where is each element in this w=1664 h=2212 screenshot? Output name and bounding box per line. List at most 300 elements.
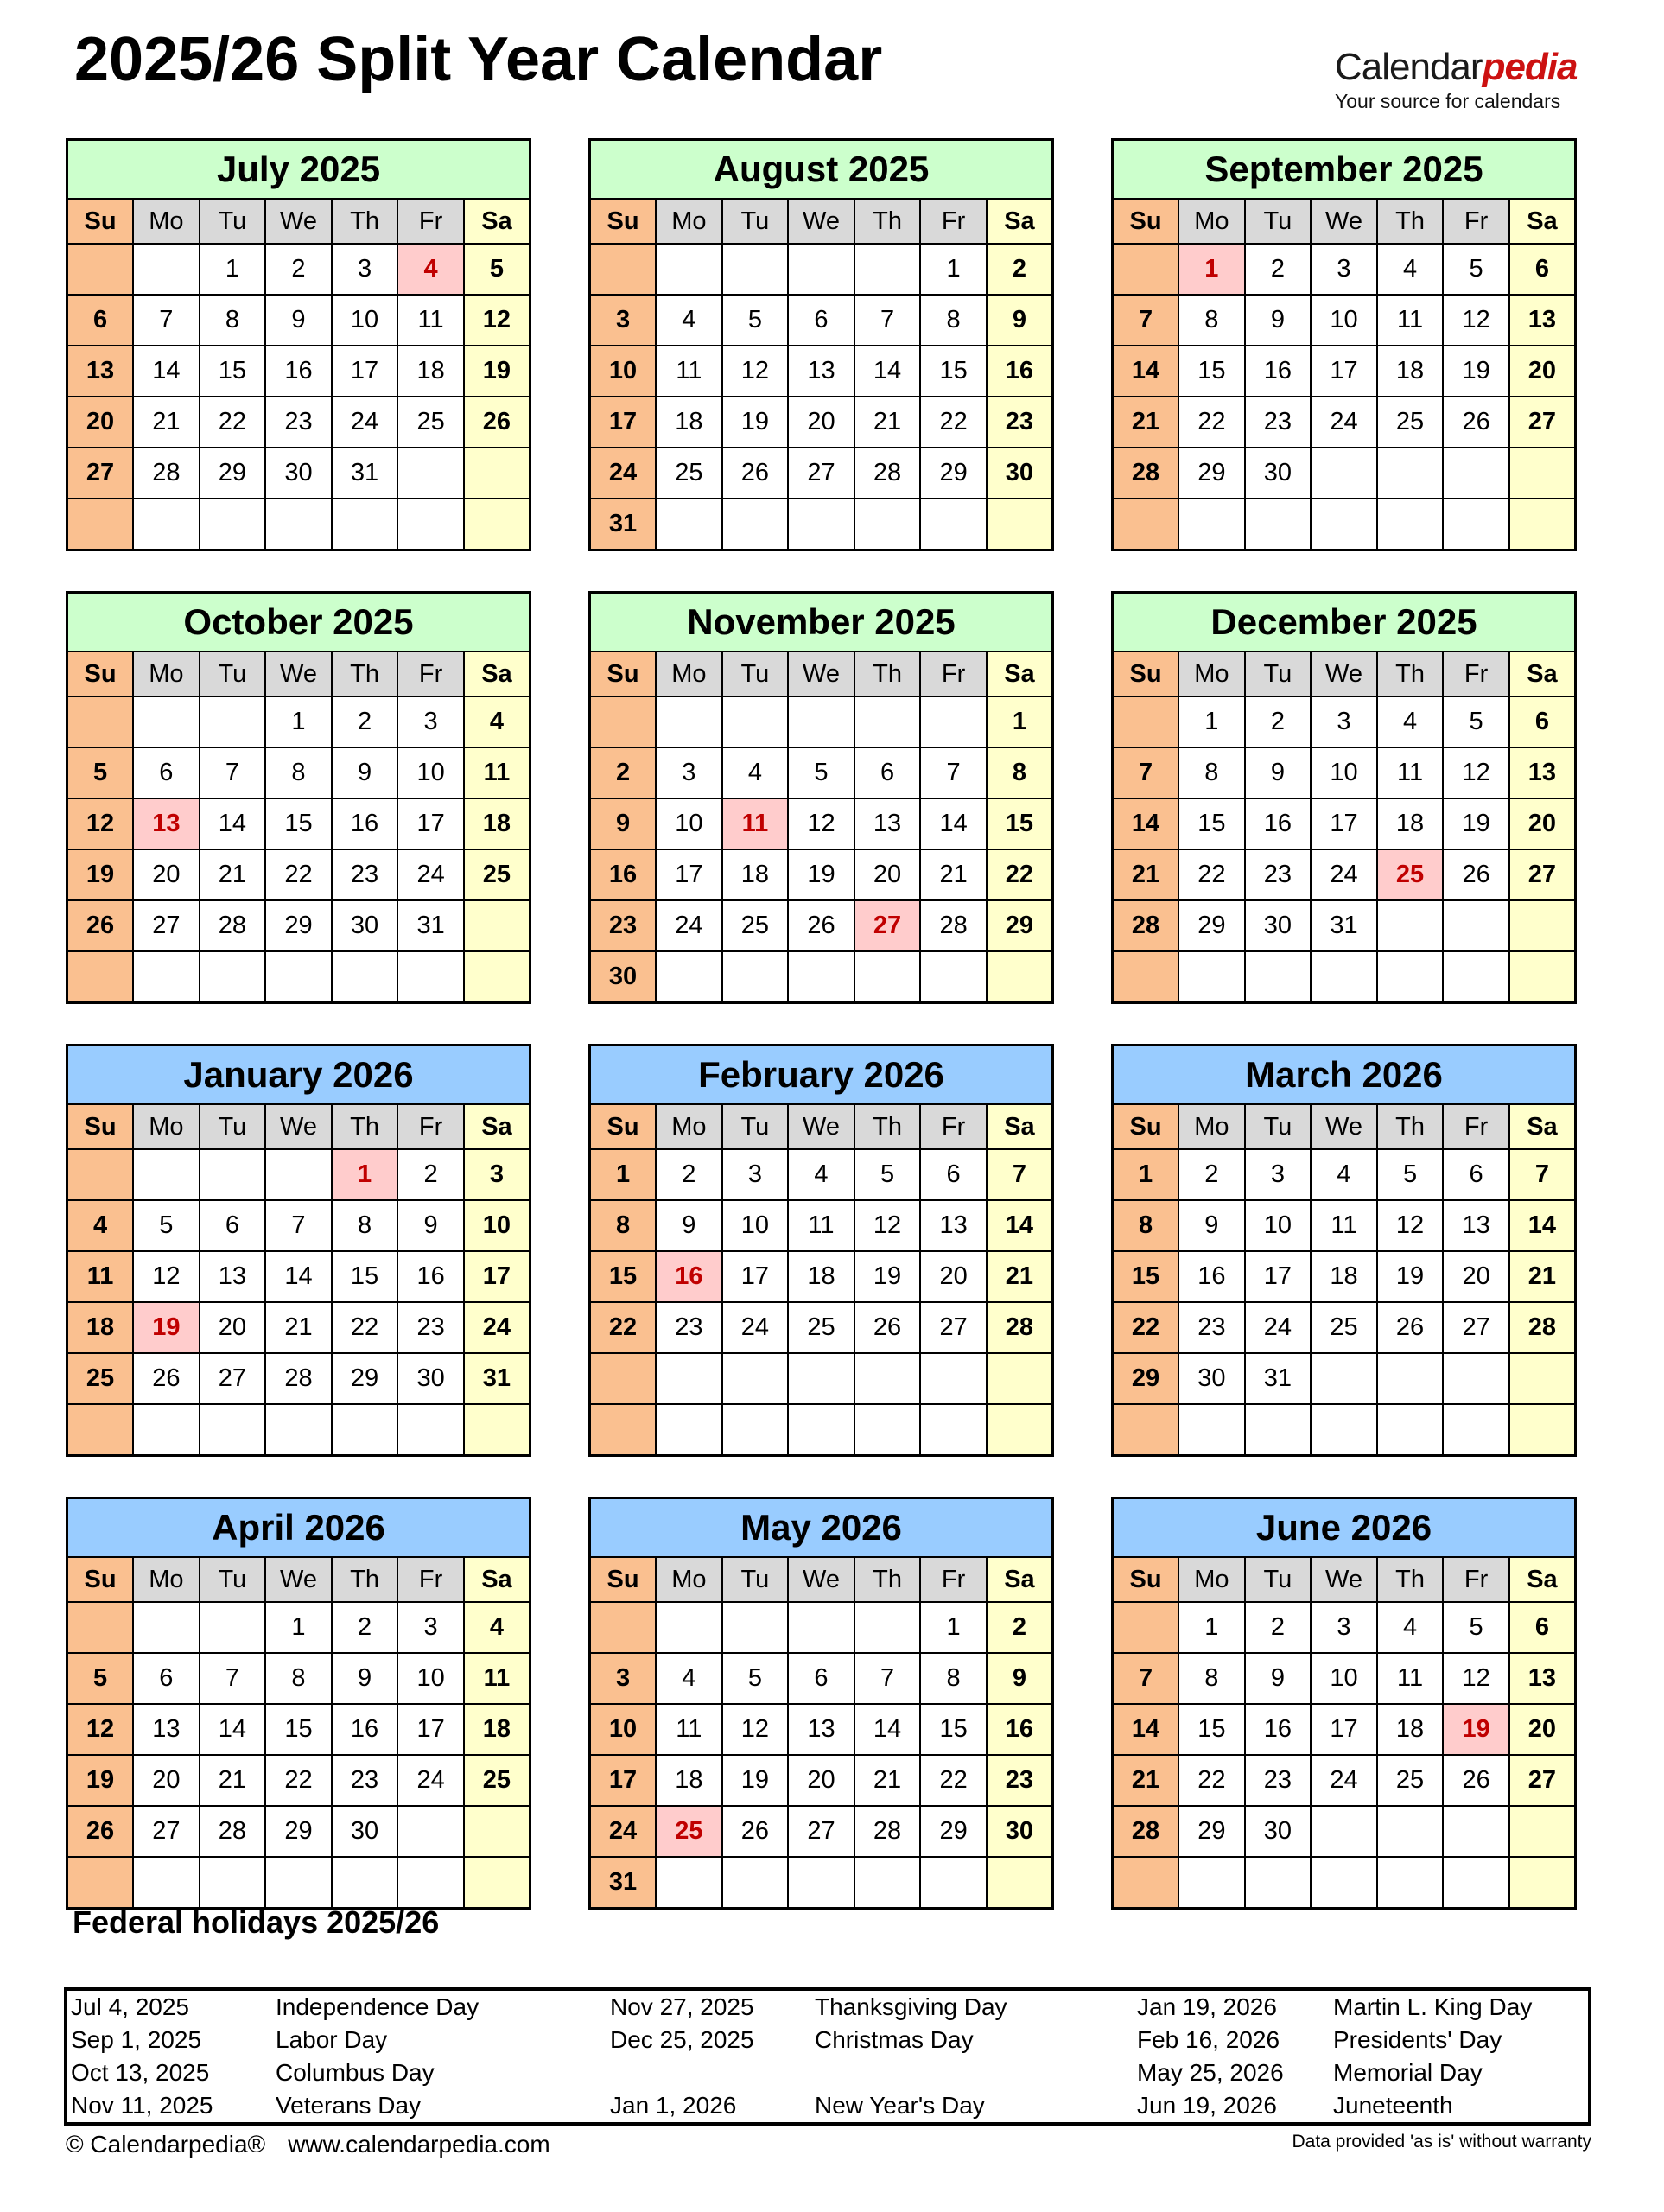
day-cell: 24 (1311, 1755, 1377, 1806)
day-cell: 17 (397, 798, 464, 849)
dow-header-su: Su (67, 1557, 134, 1602)
day-cell: 11 (656, 1704, 722, 1755)
day-cell-empty (133, 696, 200, 747)
dow-header-tu: Tu (200, 1557, 266, 1602)
day-cell: 7 (1509, 1149, 1576, 1200)
week-row (1113, 346, 1576, 397)
day-cell: 16 (1245, 346, 1312, 397)
day-cell: 2 (987, 244, 1053, 295)
day-cell: 22 (265, 1755, 332, 1806)
day-cell: 2 (397, 1149, 464, 1200)
day-cell: 31 (1311, 900, 1377, 951)
day-cell: 11 (656, 346, 722, 397)
day-cell-empty (722, 499, 789, 550)
day-cell: 7 (1113, 1653, 1179, 1704)
week-row (67, 1149, 530, 1200)
day-cell: 2 (332, 696, 398, 747)
day-cell-empty (656, 244, 722, 295)
day-cell: 27 (1509, 1755, 1576, 1806)
day-cell: 28 (1113, 1806, 1179, 1857)
dow-header-mo: Mo (133, 199, 200, 244)
week-row (590, 1653, 1053, 1704)
day-cell-empty (722, 244, 789, 295)
day-cell: 21 (1113, 849, 1179, 900)
day-cell: 29 (1178, 1806, 1245, 1857)
day-cell: 30 (590, 951, 657, 1003)
day-cell: 21 (1113, 1755, 1179, 1806)
day-cell: 13 (133, 798, 200, 849)
day-cell-empty (1377, 951, 1444, 1003)
day-cell: 12 (788, 798, 854, 849)
day-cell: 15 (920, 346, 987, 397)
dow-header-sa: Sa (464, 199, 530, 244)
day-cell: 2 (1245, 244, 1312, 295)
day-cell-empty (332, 1404, 398, 1456)
day-cell: 14 (854, 346, 921, 397)
day-cell: 14 (920, 798, 987, 849)
day-cell: 16 (590, 849, 657, 900)
day-cell: 5 (67, 1653, 134, 1704)
logo-text-pedia: pedia (1482, 46, 1578, 88)
week-row (1113, 849, 1576, 900)
dow-header-tu: Tu (722, 199, 789, 244)
day-cell-empty (1245, 1404, 1312, 1456)
day-cell: 9 (1245, 747, 1312, 798)
day-cell: 6 (920, 1149, 987, 1200)
dow-header-mo: Mo (133, 1557, 200, 1602)
day-cell: 8 (1178, 747, 1245, 798)
week-row (590, 696, 1053, 747)
day-cell: 23 (332, 1755, 398, 1806)
day-cell-empty (1443, 499, 1509, 550)
month-title: July 2025 (67, 140, 530, 200)
day-cell-empty (1311, 1857, 1377, 1909)
day-cell: 19 (133, 1302, 200, 1353)
day-cell-empty (854, 951, 921, 1003)
day-cell-empty (722, 1602, 789, 1653)
day-cell: 25 (722, 900, 789, 951)
day-cell-empty (656, 951, 722, 1003)
day-cell: 1 (200, 244, 266, 295)
day-cell-empty (1509, 499, 1576, 550)
day-cell-empty (397, 448, 464, 499)
day-cell-empty (67, 1602, 134, 1653)
day-cell: 24 (590, 448, 657, 499)
day-cell-empty (1377, 448, 1444, 499)
day-cell: 8 (590, 1200, 657, 1251)
week-row (590, 448, 1053, 499)
day-cell: 12 (1443, 747, 1509, 798)
week-row (67, 1704, 530, 1755)
day-cell: 27 (200, 1353, 266, 1404)
holiday-name: Juneteenth (1333, 2091, 1453, 2119)
day-cell-empty (722, 1857, 789, 1909)
month-december-2025 (1111, 591, 1577, 1004)
day-cell-empty (1311, 951, 1377, 1003)
weekday-header-row (590, 199, 1053, 244)
dow-header-th: Th (854, 1104, 921, 1149)
federal-holidays-table (64, 1987, 1591, 2126)
logo-wordmark (1335, 48, 1577, 86)
week-row (67, 900, 530, 951)
day-cell: 19 (67, 1755, 134, 1806)
dow-header-we: We (1311, 1104, 1377, 1149)
day-cell: 15 (590, 1251, 657, 1302)
month-title: June 2026 (1113, 1498, 1576, 1558)
day-cell: 9 (265, 295, 332, 346)
day-cell-empty (332, 1857, 398, 1909)
day-cell: 23 (1245, 1755, 1312, 1806)
day-cell: 27 (1509, 849, 1576, 900)
day-cell: 25 (656, 1806, 722, 1857)
month-title: December 2025 (1113, 593, 1576, 652)
day-cell-empty (1377, 1353, 1444, 1404)
dow-header-su: Su (67, 199, 134, 244)
day-cell: 3 (1311, 244, 1377, 295)
day-cell: 5 (464, 244, 530, 295)
dow-header-sa: Sa (1509, 1104, 1576, 1149)
day-cell: 22 (265, 849, 332, 900)
day-cell: 2 (1245, 696, 1312, 747)
dow-header-we: We (788, 1104, 854, 1149)
holiday-row (66, 2089, 1590, 2124)
day-cell-empty (1509, 448, 1576, 499)
day-cell-empty (265, 499, 332, 550)
day-cell: 30 (1245, 448, 1312, 499)
day-cell: 29 (920, 1806, 987, 1857)
day-cell: 28 (854, 448, 921, 499)
day-cell-empty (464, 448, 530, 499)
week-row (1113, 448, 1576, 499)
day-cell: 28 (265, 1353, 332, 1404)
day-cell: 10 (332, 295, 398, 346)
footer-copyright (66, 2131, 550, 2158)
day-cell: 2 (265, 244, 332, 295)
dow-header-su: Su (590, 1104, 657, 1149)
day-cell: 10 (1311, 747, 1377, 798)
day-cell-empty (1509, 1806, 1576, 1857)
month-august-2025 (588, 138, 1054, 551)
dow-header-mo: Mo (656, 1104, 722, 1149)
day-cell: 27 (788, 448, 854, 499)
day-cell: 21 (854, 1755, 921, 1806)
day-cell-empty (1443, 900, 1509, 951)
day-cell: 8 (332, 1200, 398, 1251)
day-cell: 4 (788, 1149, 854, 1200)
day-cell: 20 (133, 849, 200, 900)
calendarpedia-logo (1335, 48, 1577, 111)
day-cell: 28 (920, 900, 987, 951)
dow-header-th: Th (332, 1104, 398, 1149)
day-cell: 26 (464, 397, 530, 448)
week-row (67, 1806, 530, 1857)
day-cell: 21 (133, 397, 200, 448)
month-title-row (67, 1498, 530, 1558)
day-cell: 30 (397, 1353, 464, 1404)
dow-header-fr: Fr (920, 652, 987, 696)
day-cell-empty (1509, 951, 1576, 1003)
day-cell-empty (1113, 1404, 1179, 1456)
day-cell: 6 (788, 1653, 854, 1704)
day-cell-empty (1311, 448, 1377, 499)
day-cell-empty (1377, 1806, 1444, 1857)
holiday-date: Feb 16, 2026 (1137, 2026, 1280, 2054)
day-cell-empty (590, 1602, 657, 1653)
day-cell-empty (67, 1857, 134, 1909)
day-cell: 5 (67, 747, 134, 798)
week-row (1113, 900, 1576, 951)
week-row (67, 1200, 530, 1251)
day-cell: 21 (1509, 1251, 1576, 1302)
day-cell: 12 (722, 346, 789, 397)
day-cell: 23 (332, 849, 398, 900)
day-cell: 16 (332, 1704, 398, 1755)
day-cell: 3 (1311, 1602, 1377, 1653)
day-cell: 30 (1245, 900, 1312, 951)
dow-header-su: Su (67, 1104, 134, 1149)
week-row (1113, 1653, 1576, 1704)
day-cell: 13 (788, 346, 854, 397)
day-cell-empty (1113, 1857, 1179, 1909)
week-row (1113, 1251, 1576, 1302)
day-cell-empty (133, 1857, 200, 1909)
day-cell: 7 (920, 747, 987, 798)
week-row (590, 346, 1053, 397)
dow-header-sa: Sa (1509, 199, 1576, 244)
day-cell: 17 (397, 1704, 464, 1755)
day-cell: 16 (1245, 798, 1312, 849)
day-cell: 7 (987, 1149, 1053, 1200)
day-cell: 19 (1443, 346, 1509, 397)
day-cell: 14 (1113, 346, 1179, 397)
day-cell: 24 (397, 849, 464, 900)
holiday-date (610, 2056, 815, 2089)
week-row (67, 397, 530, 448)
day-cell: 3 (1245, 1149, 1312, 1200)
day-cell: 26 (1377, 1302, 1444, 1353)
week-row (590, 244, 1053, 295)
day-cell-empty (332, 951, 398, 1003)
day-cell: 12 (67, 798, 134, 849)
month-july-2025 (66, 138, 531, 551)
day-cell: 26 (67, 900, 134, 951)
day-cell: 12 (854, 1200, 921, 1251)
week-row (590, 798, 1053, 849)
day-cell: 22 (1113, 1302, 1179, 1353)
day-cell: 12 (133, 1251, 200, 1302)
day-cell: 18 (788, 1251, 854, 1302)
dow-header-sa: Sa (987, 1104, 1053, 1149)
dow-header-we: We (1311, 652, 1377, 696)
day-cell-empty (133, 1149, 200, 1200)
day-cell-empty (133, 244, 200, 295)
day-cell: 3 (656, 747, 722, 798)
day-cell: 4 (722, 747, 789, 798)
holiday-name: Memorial Day (1333, 2058, 1483, 2086)
month-title: February 2026 (590, 1046, 1053, 1105)
day-cell: 25 (397, 397, 464, 448)
day-cell: 4 (397, 244, 464, 295)
month-title-row (1113, 593, 1576, 652)
day-cell: 8 (1113, 1200, 1179, 1251)
day-cell: 16 (656, 1251, 722, 1302)
day-cell: 24 (397, 1755, 464, 1806)
holiday-name: Columbus Day (276, 2058, 435, 2086)
month-may-2026 (588, 1497, 1054, 1910)
day-cell-empty (1443, 951, 1509, 1003)
holiday-name: Independence Day (276, 1993, 480, 2021)
day-cell: 22 (1178, 849, 1245, 900)
day-cell-empty (1443, 1806, 1509, 1857)
holiday-date: Dec 25, 2025 (610, 2026, 754, 2054)
day-cell: 14 (1113, 1704, 1179, 1755)
week-row (1113, 1200, 1576, 1251)
day-cell: 21 (200, 849, 266, 900)
week-row (67, 1602, 530, 1653)
dow-header-fr: Fr (920, 199, 987, 244)
week-row (590, 1806, 1053, 1857)
day-cell: 20 (1443, 1251, 1509, 1302)
website-link[interactable]: www.calendarpedia.com (288, 2131, 550, 2158)
day-cell: 31 (397, 900, 464, 951)
holiday-row (66, 2024, 1590, 2056)
day-cell: 17 (1311, 1704, 1377, 1755)
day-cell-empty (788, 696, 854, 747)
week-row (67, 244, 530, 295)
day-cell: 11 (722, 798, 789, 849)
day-cell: 19 (1377, 1251, 1444, 1302)
day-cell: 8 (265, 1653, 332, 1704)
day-cell-empty (722, 1404, 789, 1456)
week-row (1113, 1149, 1576, 1200)
day-cell: 27 (920, 1302, 987, 1353)
day-cell: 19 (464, 346, 530, 397)
day-cell: 15 (1178, 1704, 1245, 1755)
day-cell-empty (133, 1404, 200, 1456)
day-cell: 20 (1509, 798, 1576, 849)
dow-header-fr: Fr (920, 1104, 987, 1149)
day-cell: 24 (464, 1302, 530, 1353)
dow-header-mo: Mo (656, 652, 722, 696)
day-cell: 17 (590, 1755, 657, 1806)
dow-header-th: Th (1377, 1557, 1444, 1602)
day-cell-empty (200, 1149, 266, 1200)
day-cell: 24 (332, 397, 398, 448)
week-row (590, 1302, 1053, 1353)
day-cell: 5 (1443, 1602, 1509, 1653)
week-row (67, 747, 530, 798)
month-title: April 2026 (67, 1498, 530, 1558)
day-cell: 6 (854, 747, 921, 798)
day-cell-empty (920, 1404, 987, 1456)
day-cell: 30 (265, 448, 332, 499)
month-title: August 2025 (590, 140, 1053, 200)
day-cell-empty (265, 1149, 332, 1200)
day-cell: 21 (987, 1251, 1053, 1302)
day-cell: 5 (788, 747, 854, 798)
day-cell-empty (788, 1602, 854, 1653)
dow-header-sa: Sa (1509, 1557, 1576, 1602)
day-cell: 27 (854, 900, 921, 951)
month-title: September 2025 (1113, 140, 1576, 200)
day-cell-empty (1377, 1404, 1444, 1456)
week-row (590, 295, 1053, 346)
day-cell: 22 (987, 849, 1053, 900)
day-cell: 27 (133, 900, 200, 951)
federal-holidays-heading: Federal holidays 2025/26 (73, 1904, 440, 1940)
day-cell-empty (788, 1404, 854, 1456)
day-cell-empty (332, 499, 398, 550)
day-cell: 21 (854, 397, 921, 448)
holiday-name: Veterans Day (276, 2091, 422, 2119)
day-cell: 14 (200, 798, 266, 849)
day-cell-empty (987, 499, 1053, 550)
dow-header-mo: Mo (1178, 652, 1245, 696)
week-row (590, 397, 1053, 448)
day-cell-empty (67, 1404, 134, 1456)
day-cell: 9 (1245, 295, 1312, 346)
dow-header-tu: Tu (200, 199, 266, 244)
day-cell-empty (854, 1353, 921, 1404)
dow-header-fr: Fr (397, 652, 464, 696)
day-cell: 18 (656, 397, 722, 448)
month-march-2026 (1111, 1044, 1577, 1457)
day-cell: 10 (464, 1200, 530, 1251)
month-title: May 2026 (590, 1498, 1053, 1558)
week-row (1113, 1404, 1576, 1456)
day-cell: 10 (1245, 1200, 1312, 1251)
day-cell-empty (1245, 951, 1312, 1003)
dow-header-su: Su (1113, 1104, 1179, 1149)
dow-header-th: Th (854, 652, 921, 696)
day-cell: 12 (1443, 1653, 1509, 1704)
week-row (590, 951, 1053, 1003)
day-cell-empty (464, 1806, 530, 1857)
dow-header-tu: Tu (200, 652, 266, 696)
day-cell-empty (67, 1149, 134, 1200)
day-cell: 7 (1113, 295, 1179, 346)
day-cell: 11 (1377, 1653, 1444, 1704)
dow-header-th: Th (1377, 199, 1444, 244)
day-cell-empty (987, 1353, 1053, 1404)
day-cell: 12 (464, 295, 530, 346)
day-cell: 27 (133, 1806, 200, 1857)
day-cell-empty (200, 951, 266, 1003)
week-row (590, 1149, 1053, 1200)
holiday-date: May 25, 2026 (1137, 2058, 1284, 2086)
week-row (1113, 951, 1576, 1003)
day-cell-empty (1178, 1857, 1245, 1909)
day-cell: 29 (332, 1353, 398, 1404)
day-cell: 30 (987, 448, 1053, 499)
day-cell-empty (920, 1353, 987, 1404)
day-cell: 8 (1178, 295, 1245, 346)
day-cell: 12 (67, 1704, 134, 1755)
day-cell: 15 (1178, 798, 1245, 849)
day-cell: 16 (265, 346, 332, 397)
day-cell: 7 (133, 295, 200, 346)
day-cell: 2 (1245, 1602, 1312, 1653)
day-cell: 23 (1245, 849, 1312, 900)
day-cell: 8 (1178, 1653, 1245, 1704)
dow-header-sa: Sa (987, 652, 1053, 696)
holiday-date: Jul 4, 2025 (71, 1993, 189, 2021)
dow-header-we: We (788, 1557, 854, 1602)
day-cell-empty (1113, 499, 1179, 550)
day-cell: 17 (464, 1251, 530, 1302)
day-cell: 15 (200, 346, 266, 397)
day-cell-empty (788, 499, 854, 550)
